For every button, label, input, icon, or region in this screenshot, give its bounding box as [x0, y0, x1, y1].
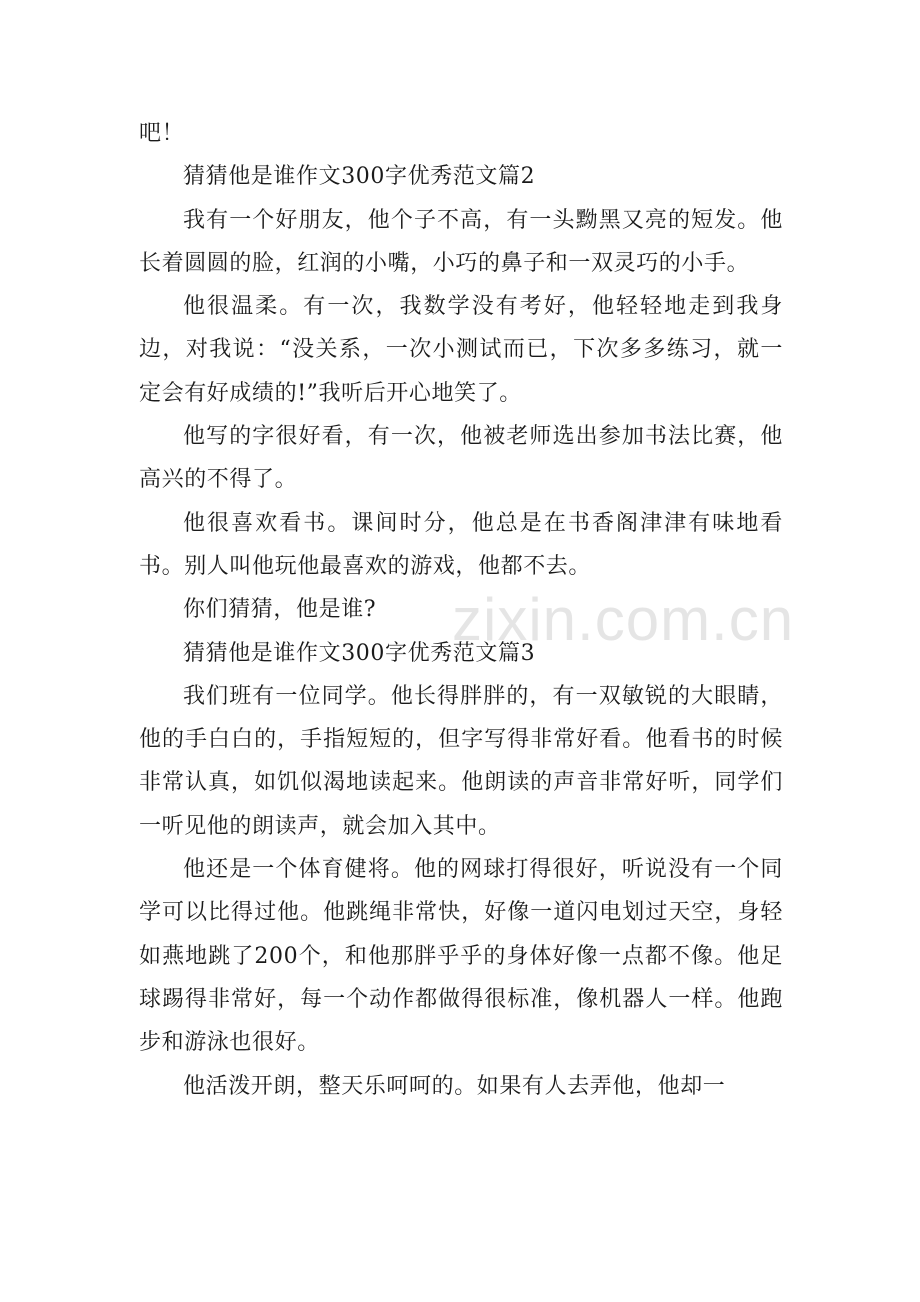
paragraph: 他很喜欢看书。课间时分，他总是在书香阁津津有味地看书。别人叫他玩他最喜欢的游戏，他都不去。	[139, 510, 783, 579]
paragraph: 我有一个好朋友，他个子不高，有一头黝黑又亮的短发。他长着圆圆的脸，红润的小嘴，小巧的鼻子和一双灵巧的小手。	[139, 207, 783, 276]
paragraph: 我们班有一位同学。他长得胖胖的，有一双敏锐的大眼睛，他的手白白的，手指短短的，但字写得非常好看。他看书的时候非常认真，如饥似渴地读起来。他朗读的声音非常好听，同学们一听见他的朗读声，就会加入其中。	[139, 683, 783, 839]
paragraph: 他活泼开朗，整天乐呵呵的。如果有人去弄他，他却一	[183, 1073, 726, 1099]
paragraph: 他很温柔。有一次，我数学没有考好，他轻轻地走到我身边，对我说：“没关系，一次小测试而已，下次多多练习，就一定会有好成绩的!”我听后开心地笑了。	[139, 294, 783, 406]
paragraph: 他还是一个体育健将。他的网球打得很好，听说没有一个同学可以比得过他。他跳绳非常快，好像一道闪电划过天空，身轻如燕地跳了200个，和他那胖乎乎的身体好像一点都不像。他足球踢得非常好，每一个动作都做得很标准，像机器人一样。他跑步和游泳也很好。	[139, 857, 783, 1056]
section-heading-2: 猜猜他是谁作文300字优秀范文篇2	[183, 164, 536, 190]
paragraph: 他写的字很好看，有一次，他被老师选出参加书法比赛，他高兴的不得了。	[139, 424, 783, 493]
document-body	[139, 112, 783, 1108]
section-heading-3: 猜猜他是谁作文300字优秀范文篇3	[183, 640, 536, 666]
watermark: zixin.com.cn	[452, 586, 795, 653]
paragraph-continuation: 吧！	[139, 121, 185, 146]
paragraph: 你们猜猜，他是谁?	[183, 597, 377, 623]
